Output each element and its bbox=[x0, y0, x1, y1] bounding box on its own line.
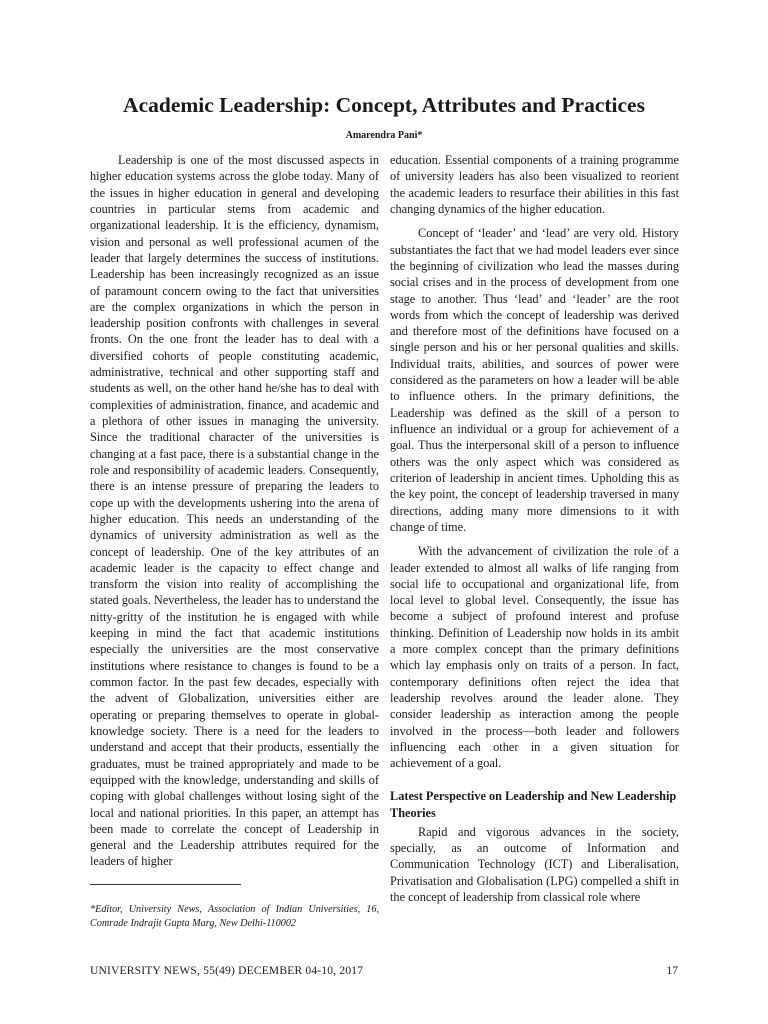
page-number: 17 bbox=[666, 965, 678, 977]
right-column bbox=[390, 152, 679, 905]
section-heading: Latest Perspective on Leadership and New Leadership Theories bbox=[390, 788, 677, 820]
journal-footer: UNIVERSITY NEWS, 55(49) DECEMBER 04-10, 2017 bbox=[90, 965, 364, 977]
left-column bbox=[90, 152, 379, 870]
body-paragraph: Concept of ‘leader’ and ‘lead’ are very old. History substantiates the fact that we had model leaders ever since the beginning of civilization who lead the masses during social crises and in the process of development from one stage to another. Thus ‘lead’ and ‘leader’ are the root words from which the concept of leadership was derived and therefore most of the definitions have focused on a single person and his or her personal qualities and skills. Individual traits, abilities, and sources of power were considered as the parameters on how a leader will be able to influence others. In the primary definitions, the Leadership was defined as the skill of a person to influence an individual or a group for achievement of a goal. Thus the interpersonal skill of a person to influence others was the only aspect which was considered as criterion of leadership in ancient times. Upholding this as the key point, the concept of leadership traversed in many directions, adding many more dimensions to it with change of time. bbox=[390, 226, 679, 534]
footnote-divider bbox=[90, 884, 241, 885]
body-paragraph: education. Essential components of a training programme of university leaders has also been visualized to reorient the academic leaders to resurface their abilities in this fast changing dynamics of the higher education. bbox=[390, 153, 679, 216]
author-byline: Amarendra Pani* bbox=[345, 130, 423, 141]
body-paragraph: With the advancement of civilization the role of a leader extended to almost all walks of life ranging from social life to occupational and organizational life, from local level to global level. Consequently, the issue has become a subject of profound interest and profuse thinking. Definition of Leadership now holds in its ambit a more complex concept than the primary definitions which lay emphasis only on traits of a person. In fact, contemporary definitions often reject the idea that leadership revolves around the leader alone. They consider leadership as interaction among the people involved in the process—both leader and followers influencing each other in a given situation for achievement of a goal. bbox=[390, 544, 679, 771]
footnote: *Editor, University News, Association of Indian Universities, 16, Comrade Indrajit Gupta Marg, New Delhi-110002 bbox=[90, 904, 379, 929]
body-paragraph: Rapid and vigorous advances in the society, specially, as an outcome of Information and Communication Technology (ICT) and Liberalisation, Privatisation and Globalisation (LPG) compelled a shift in the concept of leadership from classical role where bbox=[390, 824, 679, 904]
article-title: Academic Leadership: Concept, Attributes and Practices bbox=[123, 93, 645, 117]
body-paragraph: Leadership is one of the most discussed aspects in higher education systems across the globe today. Many of the issues in higher education in general and developing countries in particular stems from academic and organizational leadership. It is the efficiency, dynamism, vision and personal as well professional acumen of the leader that largely determines the success of institutions. Leadership has been increasingly recognized as an issue of paramount concern owing to the fact that universities are the complex organizations in which the person in leadership position confronts with challenges in several fronts. On the one front the leader has to deal with a diversified cohorts of people constituting academic, administrative, technical and other supporting staff and students as well, on the other hand he/she has to deal with complexities of administration, finance, and academic and a plethora of other issues in managing the university. Since the traditional character of the universities is changing at a fast pace, there is a substantial change in the role and responsibility of academic leaders. Consequently, there is an intense pressure of preparing the leaders to cope up with the developments ushering into the arena of higher education. This needs an understanding of the dynamics of university administration as well as the concept of leadership. One of the key attributes of an academic leader is the capacity to effect change and transform the vision into reality of accomplishing the stated goals. Nevertheless, the leader has to understand the nitty-gritty of the institution he is engaged with while keeping in mind the fact that academic institutions especially the universities are the most conservative institutions where resistance to changes is found to be a common factor. In the past few decades, especially with the advent of Globalization, universities either are operating or preparing themselves to operate in global-knowledge society. There is a need for the leaders to understand and accept that their products, essentially the graduates, must be trained appropriately and made to be equipped with the knowledge, understanding and skills of coping with global challenges without losing sight of the local and national priorities. In this paper, an attempt has been made to correlate the concept of Leadership in general and the Leadership attributes required for the leaders of higher bbox=[90, 153, 379, 869]
